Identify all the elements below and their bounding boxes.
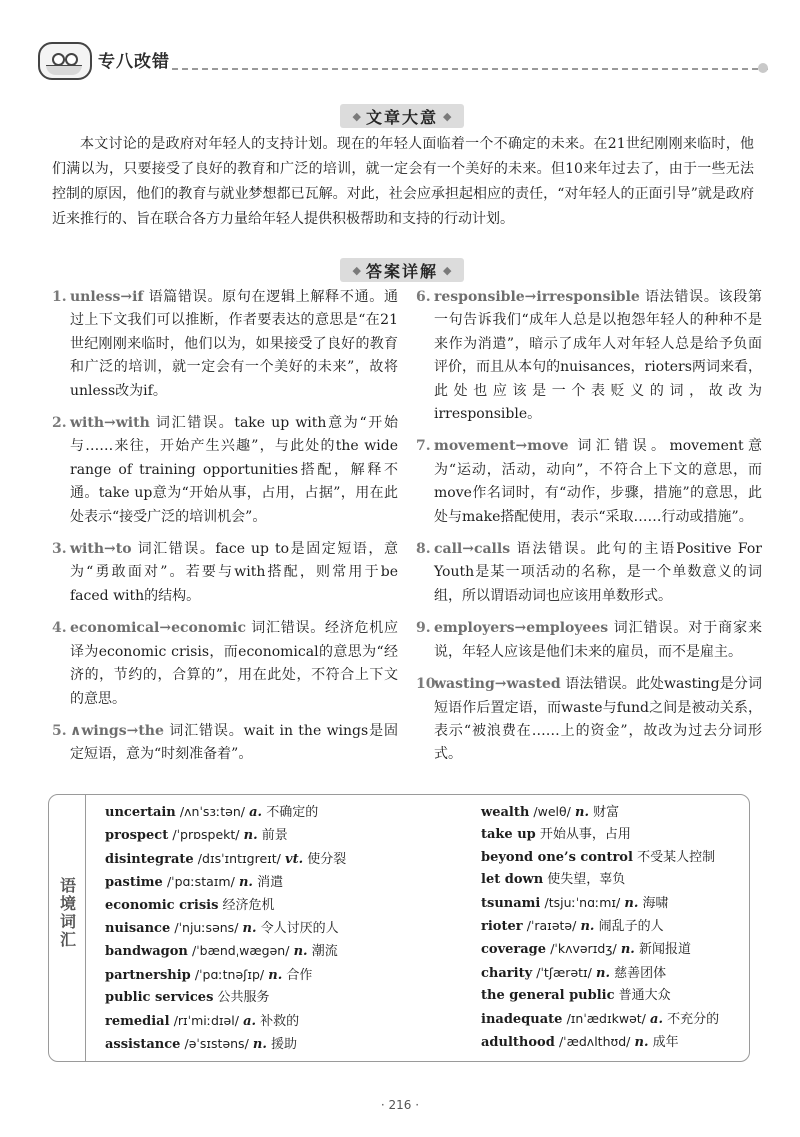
answer-correction: unless→if	[70, 289, 144, 305]
answer-explanation: 词汇错误。wait in the wings是固定短语，意为“时刻准备着”。	[70, 722, 398, 763]
vocab-word: tsunami	[481, 895, 541, 911]
vocab-entry	[481, 892, 745, 915]
vocab-pos: n.	[268, 967, 283, 983]
vocab-pos: vt.	[285, 851, 304, 867]
vocab-meaning: 成年	[652, 1035, 679, 1051]
vocab-phonetic: /ʌnˈsɜːtən/	[179, 804, 245, 819]
answer-explanation: 词汇错误。face up to是固定短语，意为“勇敢面对”。若要与with搭配，则常用于be faced with的结构。	[70, 541, 398, 604]
vocab-word: bandwagon	[105, 944, 188, 960]
answer-item	[52, 538, 398, 608]
vocab-meaning: 闹乱子的人	[598, 919, 664, 935]
vocab-meaning: 普通大众	[618, 988, 671, 1004]
vocab-entry	[481, 847, 745, 869]
answer-item	[416, 435, 762, 529]
answer-correction: wasting→wasted	[434, 676, 561, 693]
summary-paragraph: 本文讨论的是政府对年轻人的支持计划。现在的年轻人面临着一个不确定的未来。在21世纪刚刚来临时，他们满以为，只要接受了良好的教育和广泛的培训，就一定会有一个美好的未来。但10来年过去了，由于一些无法控制的原因，他们的教育与就业梦想都已瓦解。对此，社会应承担起相应的责任，“对年轻人的正面引导”就是政府近来推行的、旨在联合各方力量给年轻人提供积极帮助和支持的行动计划。	[52, 136, 754, 227]
answers-right-column	[416, 286, 762, 776]
answer-item	[52, 720, 398, 767]
vocab-word: partnership	[105, 967, 191, 983]
vocab-word: rioter	[481, 919, 523, 935]
vocab-meaning: 开始从事，占用	[539, 827, 631, 843]
vocab-phonetic: /ˈbændˌwægən/	[192, 943, 290, 959]
answer-number: 10.	[416, 676, 441, 693]
answer-item	[52, 617, 398, 711]
vocab-entry	[481, 938, 745, 961]
vocab-word: wealth	[481, 805, 530, 820]
answer-explanation: 词汇错误。movement意为“运动，活动，动向”，不符合上下文的意思，而move作名词时，有“动作，步骤，措施”的意思，此处与make搭配使用，表示“采取……行动或措施”。	[434, 438, 762, 525]
vocab-meaning: 潮流	[311, 944, 338, 960]
page-number: · 216 ·	[380, 1098, 420, 1112]
vocab-word: disintegrate	[105, 851, 194, 867]
vocab-entry	[105, 987, 425, 1009]
vocab-meaning: 经济危机	[222, 897, 275, 913]
answers-section-banner	[340, 258, 464, 282]
vocabulary-title: 语境词汇	[57, 877, 77, 949]
vocabulary-box	[48, 794, 750, 1062]
vocab-meaning: 不受某人控制	[637, 849, 716, 865]
answer-item	[416, 538, 762, 608]
vocab-word: beyond one’s control	[481, 849, 633, 865]
vocab-phonetic: /welθ/	[533, 804, 571, 819]
vocab-pos: a.	[249, 805, 263, 820]
vocab-phonetic: /ˈpɑːstaɪm/	[166, 874, 235, 890]
vocab-pos: n.	[596, 965, 611, 981]
answer-explanation: 语法错误。此句的主语Positive For Youth是某一项活动的名称，是一个单数意义的词组，所以谓语动词也应该用单数形式。	[434, 541, 763, 604]
answer-item	[52, 412, 398, 529]
vocab-entry	[105, 964, 425, 987]
vocab-word: nuisance	[105, 921, 171, 937]
vocab-pos: n.	[252, 1037, 267, 1053]
vocab-phonetic: /rɪˈmiːdɪəl/	[173, 1012, 239, 1028]
answer-number: 6.	[416, 289, 431, 305]
answer-explanation: 语篇错误。原句在逻辑上解释不通。通过上下文我们可以推断，作者要表达的意思是“在21世纪刚刚来临时，他们以为，如果接受了良好的教育和广泛的培训，就一定会有一个美好的未来”，故将unless改为if。	[70, 289, 399, 399]
vocab-entry	[481, 824, 745, 846]
answers-left-column	[52, 286, 398, 776]
vocab-word: prospect	[105, 828, 169, 844]
vocab-meaning: 使分裂	[307, 851, 347, 867]
vocab-pos: n.	[243, 828, 258, 844]
header-divider	[172, 68, 768, 70]
vocab-meaning: 慈善团体	[614, 965, 667, 981]
answer-correction: responsible→irresponsible	[434, 289, 640, 305]
vocabulary-tab	[49, 795, 86, 1061]
vocab-word: pastime	[105, 875, 163, 891]
vocab-entry	[481, 985, 745, 1007]
answer-number: 1.	[52, 289, 67, 305]
answer-item	[416, 286, 762, 426]
vocab-entry	[105, 871, 425, 894]
vocab-pos: n.	[624, 895, 639, 911]
answers-section-title: 答案详解	[365, 261, 438, 281]
vocab-phonetic: /ˈtʃærətɪ/	[536, 964, 592, 980]
vocab-word: public services	[105, 990, 214, 1006]
answer-explanation: 词汇错误。take up with意为“开始与……来往，开始产生兴趣”，与此处的the wide range of training opportunities搭配，解释不通。take up意为“开始从事，占用，占据”，用在此处表示“接受广泛的培训机会”。	[70, 415, 398, 525]
summary-section-banner	[340, 104, 464, 128]
answer-number: 8.	[416, 541, 431, 558]
answer-explanation: 语法错误。该段第一句告诉我们“成年人总是以抱怨年轻人的种种不是来作为消遣”，暗示了成年人对年轻人总是给予负面评价，而且从本句的nuisances，rioters两词来看，此处也应该是一个表贬义的词，故改为irresponsible。	[434, 289, 762, 423]
vocab-entry	[481, 869, 745, 891]
answer-number: 4.	[52, 620, 67, 637]
diamond-icon: ◆	[443, 109, 452, 123]
vocab-entry	[105, 824, 425, 847]
vocab-word: let down	[481, 872, 544, 888]
summary-section-title: 文章大意	[365, 107, 438, 127]
answer-number: 2.	[52, 415, 67, 432]
divider-end-dot-icon	[758, 63, 768, 73]
vocab-word: remedial	[105, 1013, 170, 1029]
vocab-phonetic: /ˈkʌvərɪdʒ/	[550, 941, 617, 957]
vocab-meaning: 公共服务	[217, 990, 270, 1006]
vocab-word: inadequate	[481, 1011, 563, 1027]
vocab-phonetic: /ˈprɒspekt/	[172, 827, 240, 843]
vocab-pos: n.	[575, 805, 590, 820]
answer-explanation: 词汇错误。经济危机应译为economic crisis，而economical的意思为“经济的，节约的，合算的”，用在此处，不符合上下文的意思。	[70, 620, 399, 707]
vocab-meaning: 新闻报道	[638, 942, 691, 958]
answer-number: 9.	[416, 620, 431, 637]
vocab-phonetic: /tsjuːˈnɑːmɪ/	[544, 894, 621, 910]
vocab-entry	[105, 1010, 425, 1033]
vocab-word: coverage	[481, 942, 547, 958]
vocab-meaning: 使失望，辜负	[547, 872, 626, 888]
vocab-entry	[481, 1031, 745, 1054]
vocab-entry	[105, 848, 425, 871]
vocabulary-right-list	[481, 801, 745, 1054]
vocab-meaning: 海啸	[642, 895, 669, 911]
vocab-entry	[105, 917, 425, 940]
vocab-entry	[105, 1033, 425, 1056]
answer-correction: movement→move	[434, 438, 569, 455]
vocab-word: adulthood	[481, 1035, 555, 1051]
answer-number: 5.	[52, 722, 67, 739]
answer-correction: economical→economic	[70, 620, 247, 637]
vocab-word: assistance	[105, 1037, 181, 1053]
vocab-meaning: 援助	[271, 1037, 298, 1053]
answer-explanation: 语法错误。此处wasting是分词短语作后置定语，而waste与fund之间是被动关系，表示“被浪费在……上的资金”，故改为过去分词形式。	[434, 676, 762, 763]
vocab-word: the general public	[481, 988, 615, 1004]
vocab-meaning: 合作	[286, 967, 313, 983]
vocab-word: uncertain	[105, 805, 176, 820]
vocab-word: charity	[481, 965, 533, 981]
vocab-phonetic: /ˈraɪətə/	[526, 918, 577, 934]
vocab-entry	[481, 1008, 745, 1031]
vocab-phonetic: /əˈsɪstəns/	[184, 1036, 249, 1052]
vocab-meaning: 前景	[261, 828, 288, 844]
answer-item	[416, 617, 762, 664]
vocab-entry	[481, 962, 745, 985]
diamond-icon: ◆	[352, 109, 361, 123]
answer-correction: employers→employees	[434, 620, 609, 637]
vocab-meaning: 财富	[593, 805, 620, 820]
vocab-pos: a.	[650, 1011, 663, 1027]
answer-correction: ∧wings→the	[70, 722, 164, 739]
vocab-meaning: 不充分的	[667, 1011, 720, 1027]
answer-number: 3.	[52, 541, 67, 558]
page-header	[38, 42, 768, 76]
vocab-phonetic: /ɪnˈædɪkwət/	[566, 1010, 646, 1026]
mascot-mouth-icon	[46, 65, 82, 75]
answer-correction: with→with	[70, 415, 150, 432]
answer-number: 7.	[416, 438, 431, 455]
vocab-entry	[481, 801, 745, 824]
vocab-pos: n.	[620, 942, 635, 958]
vocab-phonetic: /ˈnjuːsəns/	[174, 920, 239, 936]
vocab-word: take up	[481, 827, 536, 843]
vocab-word: economic crisis	[105, 897, 219, 913]
vocab-pos: n.	[580, 919, 595, 935]
vocab-meaning: 消遣	[257, 875, 284, 891]
vocabulary-left-list	[105, 801, 425, 1056]
vocab-pos: n.	[634, 1035, 649, 1051]
vocab-entry	[105, 940, 425, 963]
answer-explanation: 词汇错误。对于商家来说，年轻人应该是他们未来的雇员，而不是雇主。	[434, 620, 763, 660]
chapter-title: 专八改错	[98, 52, 170, 72]
diamond-icon: ◆	[443, 263, 452, 277]
frog-mascot-icon	[38, 42, 92, 80]
answer-correction: call→calls	[434, 541, 511, 558]
vocab-pos: n.	[293, 944, 308, 960]
vocab-meaning: 不确定的	[266, 805, 319, 820]
vocab-pos: a.	[243, 1013, 257, 1029]
answer-item	[52, 286, 398, 403]
answer-item	[416, 673, 762, 767]
diamond-icon: ◆	[352, 263, 361, 277]
vocab-entry	[481, 915, 745, 938]
vocab-pos: n.	[238, 875, 253, 891]
vocab-meaning: 补救的	[260, 1013, 300, 1029]
vocab-phonetic: /dɪsˈɪntɪgreɪt/	[197, 850, 281, 866]
vocab-pos: n.	[242, 921, 257, 937]
vocab-phonetic: /ˈædʌlthʊd/	[558, 1034, 631, 1050]
vocab-meaning: 令人讨厌的人	[260, 921, 339, 937]
answer-correction: with→to	[70, 541, 132, 558]
vocab-entry	[105, 801, 425, 824]
vocab-entry	[105, 895, 425, 917]
vocab-phonetic: /ˈpɑːtnəʃɪp/	[194, 966, 265, 982]
